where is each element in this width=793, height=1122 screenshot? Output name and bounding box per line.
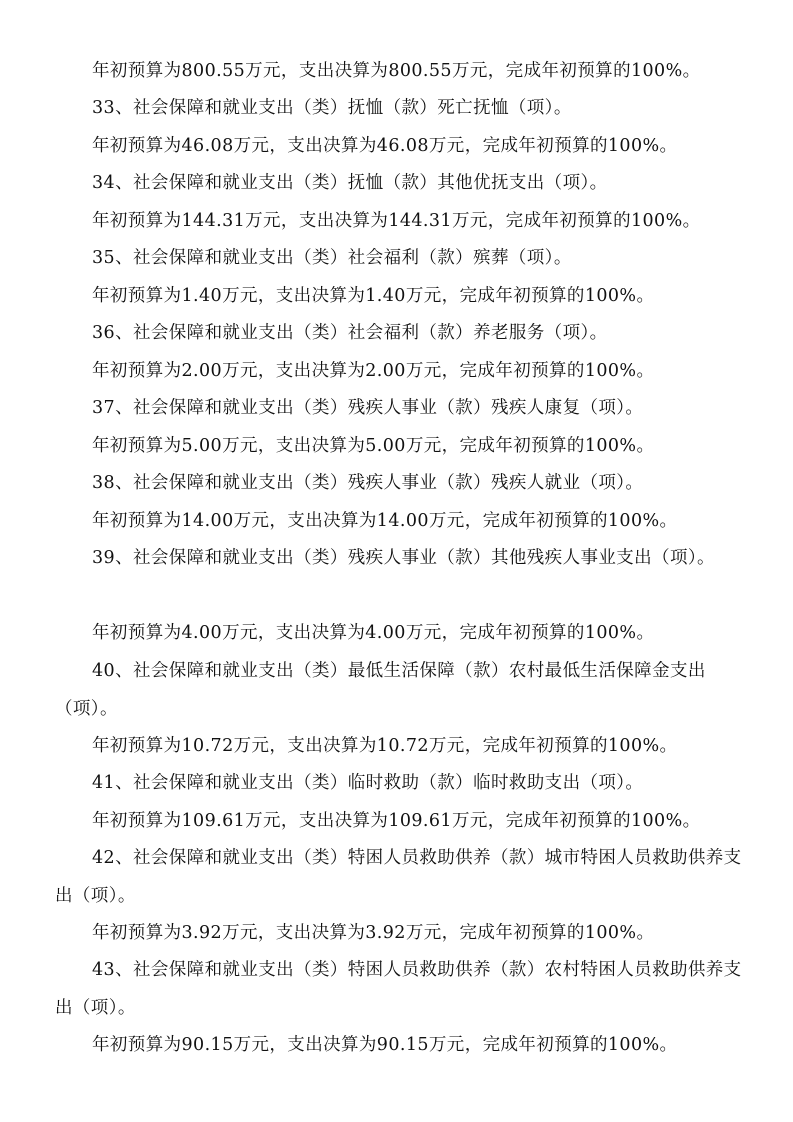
paragraph-budget-10-72: 年初预算为10.72万元，支出决算为10.72万元，完成年初预算的100%。 <box>92 736 678 756</box>
paragraph-budget-109-61: 年初预算为109.61万元，支出决算为109.61万元，完成年初预算的100%。 <box>92 811 701 831</box>
paragraph-item-39: 39、社会保障和就业支出（类）残疾人事业（款）其他残疾人事业支出（项）。 <box>92 548 715 568</box>
paragraph-budget-800: 年初预算为800.55万元，支出决算为800.55万元，完成年初预算的100%。 <box>92 61 701 81</box>
paragraph-item-41: 41、社会保障和就业支出（类）临时救助（款）临时救助支出（项）。 <box>92 773 644 793</box>
paragraph-budget-2-00: 年初预算为2.00万元，支出决算为2.00万元，完成年初预算的100%。 <box>92 361 655 381</box>
paragraph-budget-5-00: 年初预算为5.00万元，支出决算为5.00万元，完成年初预算的100%。 <box>92 436 655 456</box>
paragraph-item-36: 36、社会保障和就业支出（类）社会福利（款）养老服务（项）。 <box>92 323 608 343</box>
paragraph-item-33: 33、社会保障和就业支出（类）抚恤（款）死亡抚恤（项）。 <box>92 98 572 118</box>
paragraph-budget-144: 年初预算为144.31万元，支出决算为144.31万元，完成年初预算的100%。 <box>92 211 701 231</box>
paragraph-budget-1-40: 年初预算为1.40万元，支出决算为1.40万元，完成年初预算的100%。 <box>92 286 655 306</box>
paragraph-item-42: 42、社会保障和就业支出（类）特困人员救助供养（款）城市特困人员救助供养支出（项）。 <box>55 848 742 906</box>
paragraph-item-43: 43、社会保障和就业支出（类）特困人员救助供养（款）农村特困人员救助供养支出（项）。 <box>55 960 742 1018</box>
paragraph-item-40: 40、社会保障和就业支出（类）最低生活保障（款）农村最低生活保障金支出（项）。 <box>55 661 706 719</box>
paragraph-budget-14-00: 年初预算为14.00万元，支出决算为14.00万元，完成年初预算的100%。 <box>92 511 678 531</box>
paragraph-item-35: 35、社会保障和就业支出（类）社会福利（款）殡葬（项）。 <box>92 248 572 268</box>
paragraph-item-34: 34、社会保障和就业支出（类）抚恤（款）其他优抚支出（项）。 <box>92 173 608 193</box>
paragraph-item-38: 38、社会保障和就业支出（类）残疾人事业（款）残疾人就业（项）。 <box>92 473 644 493</box>
paragraph-budget-4-00: 年初预算为4.00万元，支出决算为4.00万元，完成年初预算的100%。 <box>92 623 655 643</box>
paragraph-budget-90-15: 年初预算为90.15万元，支出决算为90.15万元，完成年初预算的100%。 <box>92 1035 678 1055</box>
paragraph-item-37: 37、社会保障和就业支出（类）残疾人事业（款）残疾人康复（项）。 <box>92 398 644 418</box>
paragraph-budget-46: 年初预算为46.08万元，支出决算为46.08万元，完成年初预算的100%。 <box>92 136 678 156</box>
paragraph-budget-3-92: 年初预算为3.92万元，支出决算为3.92万元，完成年初预算的100%。 <box>92 923 655 943</box>
